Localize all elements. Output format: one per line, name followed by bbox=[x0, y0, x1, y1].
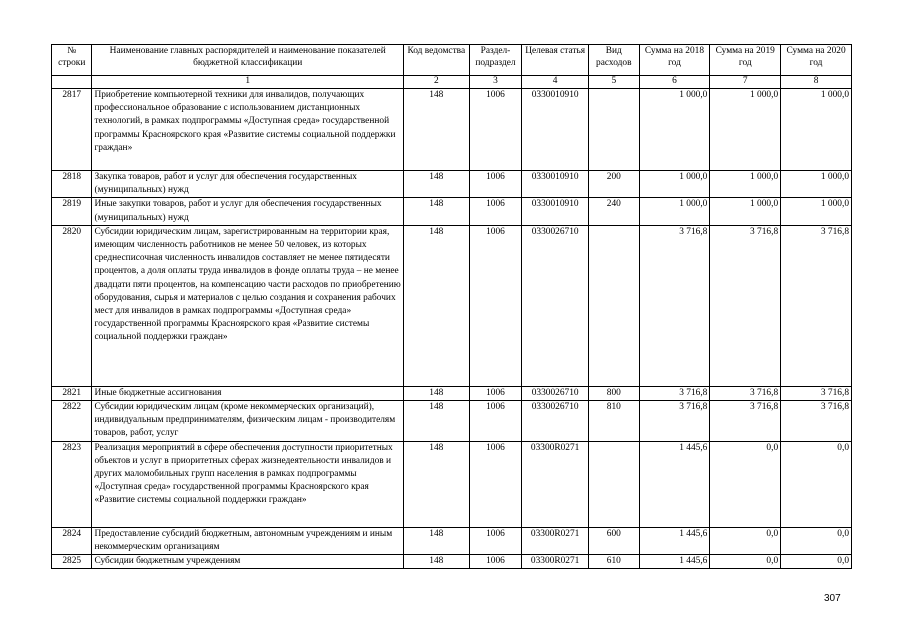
header-code: Код ведомства bbox=[403, 45, 469, 76]
cell-kind: 810 bbox=[589, 401, 640, 442]
cell-y2019: 3 716,8 bbox=[710, 401, 781, 442]
cell-num: 2820 bbox=[52, 225, 92, 386]
table-row bbox=[52, 198, 852, 225]
header-2019: Сумма на 2019 год bbox=[710, 45, 781, 76]
cell-code: 148 bbox=[403, 441, 469, 527]
cell-y2018: 1 000,0 bbox=[639, 171, 710, 198]
cell-y2019: 0,0 bbox=[710, 441, 781, 527]
cell-y2019: 1 000,0 bbox=[710, 89, 781, 171]
cell-target: 03300R0271 bbox=[522, 441, 589, 527]
cell-target: 0330010910 bbox=[522, 171, 589, 198]
cell-kind: 600 bbox=[589, 527, 640, 554]
cell-section: 1006 bbox=[469, 89, 522, 171]
cell-name: Предоставление субсидий бюджетным, автономным учреждениям и иным некоммерческим организациям bbox=[92, 527, 404, 554]
cell-num: 2823 bbox=[52, 441, 92, 527]
cell-num: 2824 bbox=[52, 527, 92, 554]
cell-y2018: 3 716,8 bbox=[639, 386, 710, 400]
cell-y2020: 0,0 bbox=[781, 527, 852, 554]
cell-section: 1006 bbox=[469, 401, 522, 442]
cell-y2020: 1 000,0 bbox=[781, 89, 852, 171]
cell-section: 1006 bbox=[469, 225, 522, 386]
index-cell: 2 bbox=[403, 76, 469, 89]
cell-num: 2821 bbox=[52, 386, 92, 400]
cell-kind: 240 bbox=[589, 198, 640, 225]
cell-kind: 200 bbox=[589, 171, 640, 198]
cell-target: 0330026710 bbox=[522, 386, 589, 400]
budget-table bbox=[51, 44, 852, 569]
table-row bbox=[52, 89, 852, 171]
cell-num: 2822 bbox=[52, 401, 92, 442]
table-row bbox=[52, 171, 852, 198]
cell-y2019: 1 000,0 bbox=[710, 171, 781, 198]
cell-kind bbox=[589, 441, 640, 527]
cell-y2019: 3 716,8 bbox=[710, 225, 781, 386]
header-target: Целевая статья bbox=[522, 45, 589, 76]
cell-y2020: 0,0 bbox=[781, 441, 852, 527]
index-cell: 5 bbox=[589, 76, 640, 89]
cell-code: 148 bbox=[403, 225, 469, 386]
cell-y2019: 0,0 bbox=[710, 527, 781, 554]
cell-name: Реализация мероприятий в сфере обеспечения доступности приоритетных объектов и услуг в приоритетных сферах жизнедеятельности инвалидов и других маломобильных групп населения в рамках подпрограммы «Доступная среда» государственной программы Красноярского края «Развитие системы социальной поддержки граждан» bbox=[92, 441, 404, 527]
cell-code: 148 bbox=[403, 198, 469, 225]
cell-name: Иные закупки товаров, работ и услуг для обеспечения государственных (муниципальных) нужд bbox=[92, 198, 404, 225]
cell-y2020: 3 716,8 bbox=[781, 225, 852, 386]
table-row bbox=[52, 225, 852, 386]
cell-y2019: 1 000,0 bbox=[710, 198, 781, 225]
cell-y2020: 3 716,8 bbox=[781, 386, 852, 400]
cell-num: 2819 bbox=[52, 198, 92, 225]
cell-target: 0330026710 bbox=[522, 401, 589, 442]
cell-target: 03300R0271 bbox=[522, 555, 589, 569]
cell-y2019: 3 716,8 bbox=[710, 386, 781, 400]
index-cell: 1 bbox=[92, 76, 404, 89]
cell-code: 148 bbox=[403, 89, 469, 171]
cell-section: 1006 bbox=[469, 441, 522, 527]
cell-num: 2818 bbox=[52, 171, 92, 198]
index-cell: 3 bbox=[469, 76, 522, 89]
index-cell: 7 bbox=[710, 76, 781, 89]
cell-target: 0330010910 bbox=[522, 198, 589, 225]
header-name: Наименование главных распорядителей и наименование показателей бюджетной классификации bbox=[92, 45, 404, 76]
header-2020: Сумма на 2020 год bbox=[781, 45, 852, 76]
cell-section: 1006 bbox=[469, 527, 522, 554]
cell-section: 1006 bbox=[469, 386, 522, 400]
cell-kind bbox=[589, 225, 640, 386]
cell-num: 2825 bbox=[52, 555, 92, 569]
table-row bbox=[52, 386, 852, 400]
cell-num: 2817 bbox=[52, 89, 92, 171]
cell-y2018: 1 445,6 bbox=[639, 441, 710, 527]
cell-y2018: 3 716,8 bbox=[639, 401, 710, 442]
cell-name: Иные бюджетные ассигнования bbox=[92, 386, 404, 400]
page-number: 307 bbox=[824, 593, 841, 604]
cell-code: 148 bbox=[403, 401, 469, 442]
cell-y2020: 0,0 bbox=[781, 555, 852, 569]
cell-name: Закупка товаров, работ и услуг для обеспечения государственных (муниципальных) нужд bbox=[92, 171, 404, 198]
cell-y2019: 0,0 bbox=[710, 555, 781, 569]
cell-name: Субсидии бюджетным учреждениям bbox=[92, 555, 404, 569]
cell-kind: 800 bbox=[589, 386, 640, 400]
cell-y2018: 1 445,6 bbox=[639, 555, 710, 569]
index-cell: 6 bbox=[639, 76, 710, 89]
index-cell: 8 bbox=[781, 76, 852, 89]
index-cell bbox=[52, 76, 92, 89]
cell-y2020: 1 000,0 bbox=[781, 198, 852, 225]
table-row bbox=[52, 441, 852, 527]
table-row bbox=[52, 555, 852, 569]
cell-y2018: 1 000,0 bbox=[639, 198, 710, 225]
cell-y2018: 3 716,8 bbox=[639, 225, 710, 386]
cell-section: 1006 bbox=[469, 198, 522, 225]
cell-section: 1006 bbox=[469, 171, 522, 198]
header-kind: Вид расходов bbox=[589, 45, 640, 76]
cell-name: Приобретение компьютерной техники для инвалидов, получающих профессиональное образование с использованием дистанционных технологий, в рамках подпрограммы «Доступная среда» государственной программы Красноярского края «Развитие системы социальной поддержки граждан» bbox=[92, 89, 404, 171]
header-num: № строки bbox=[52, 45, 92, 76]
cell-code: 148 bbox=[403, 386, 469, 400]
cell-y2020: 1 000,0 bbox=[781, 171, 852, 198]
index-cell: 4 bbox=[522, 76, 589, 89]
cell-target: 0330010910 bbox=[522, 89, 589, 171]
cell-y2018: 1 445,6 bbox=[639, 527, 710, 554]
cell-name: Субсидии юридическим лицам, зарегистрированным на территории края, имеющим численность работников не менее 50 человек, из которых среднесписочная численность инвалидов составляет не менее пятидесяти процентов, а доля оплаты труда инвалидов в фонде оплаты труда – не менее двадцати пяти процентов, на компенсацию части расходов по приобретению оборудования, сырья и материалов с целью создания и сохранения рабочих мест для инвалидов в рамках подпрограммы «Доступная среда» государственной программы Красноярского края «Развитие системы социальной поддержки граждан» bbox=[92, 225, 404, 386]
column-index-row bbox=[52, 76, 852, 89]
cell-kind: 610 bbox=[589, 555, 640, 569]
table-row bbox=[52, 527, 852, 554]
cell-y2018: 1 000,0 bbox=[639, 89, 710, 171]
header-2018: Сумма на 2018 год bbox=[639, 45, 710, 76]
cell-y2020: 3 716,8 bbox=[781, 401, 852, 442]
cell-section: 1006 bbox=[469, 555, 522, 569]
cell-code: 148 bbox=[403, 171, 469, 198]
cell-target: 03300R0271 bbox=[522, 527, 589, 554]
cell-code: 148 bbox=[403, 555, 469, 569]
table-row bbox=[52, 401, 852, 442]
cell-kind bbox=[589, 89, 640, 171]
cell-name: Субсидии юридическим лицам (кроме некоммерческих организаций), индивидуальным предпринимателям, физическим лицам - производителям товаров, работ, услуг bbox=[92, 401, 404, 442]
cell-target: 0330026710 bbox=[522, 225, 589, 386]
header-section: Раздел-подраздел bbox=[469, 45, 522, 76]
cell-code: 148 bbox=[403, 527, 469, 554]
